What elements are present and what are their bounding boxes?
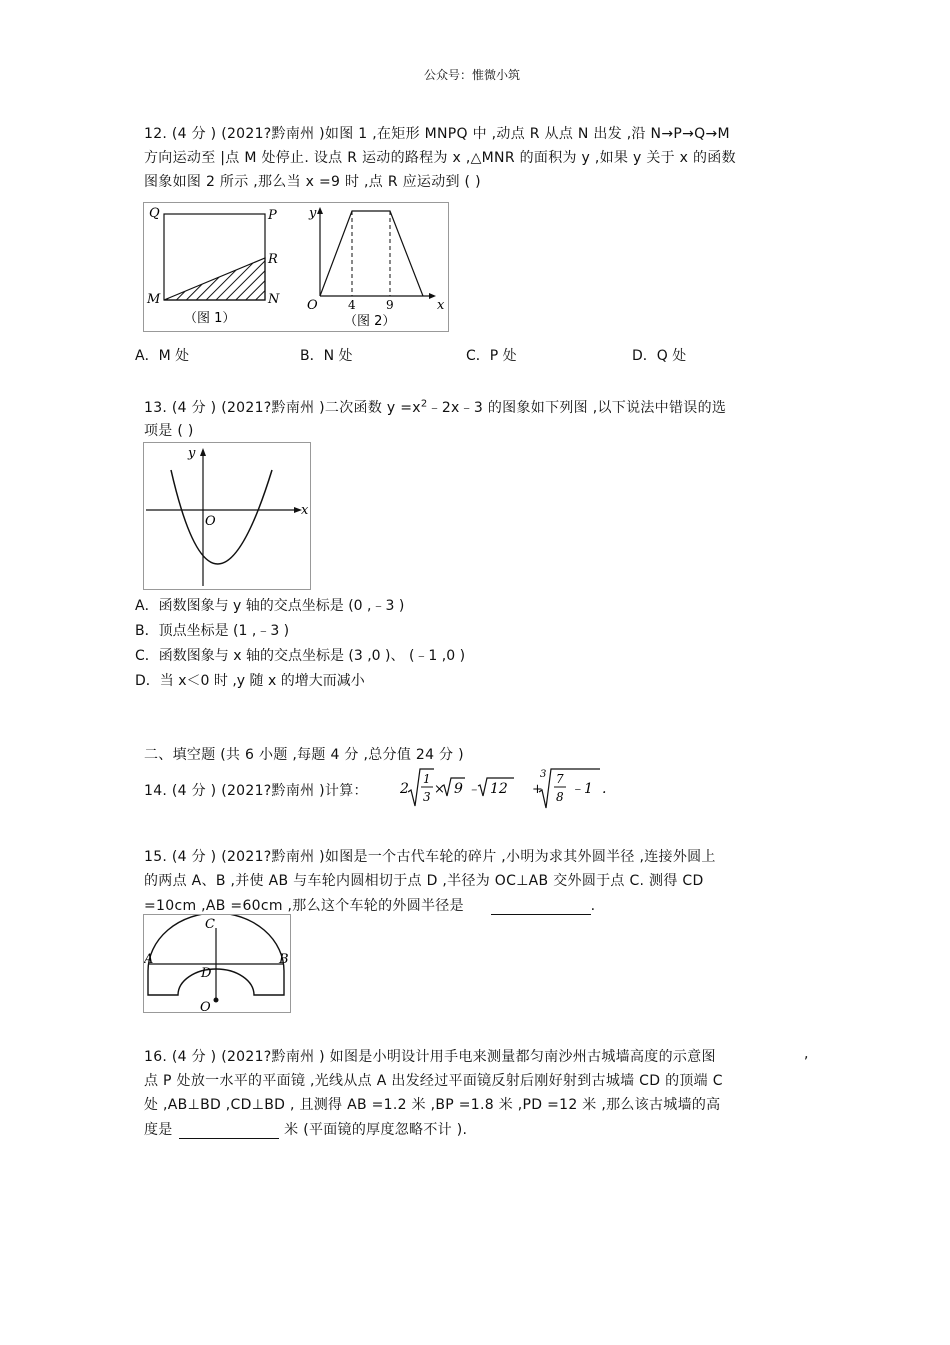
q16-line1: 16. (4 分 ) (2021?黔南州 ) 如图是小明设计用手电来测量都匀南沙州古城墙高度的示意图 (144, 1049, 716, 1065)
q14-rad2: 9 (454, 781, 463, 797)
q14-plus: + (532, 782, 543, 797)
q15-line3 (144, 895, 595, 915)
graph-line (320, 211, 423, 296)
q15-answer-blank[interactable] (491, 900, 591, 915)
q13-figure-svg (144, 443, 310, 589)
label-c: C (205, 917, 215, 932)
q16-answer-blank[interactable] (179, 1124, 279, 1139)
y-axis-arrow (200, 448, 206, 456)
q14-prefix: 14. (4 分 ) (2021?黔南州 )计算： (144, 783, 368, 799)
label-r: R (268, 252, 278, 267)
q12-option-c: C．P 处 (466, 348, 517, 364)
q13-option-c: C．函数图象与 x 轴的交点坐标是 (3 ,0 )、 (﹣1 ,0 ) (135, 648, 466, 664)
q13-option-b: B．顶点坐标是 (1 ,﹣3 ) (135, 623, 290, 639)
q14-cube-index: 3 (540, 769, 547, 780)
q14-times: × (434, 782, 445, 797)
q13-option-a: A．函数图象与 y 轴的交点坐标是 (0 ,﹣3 ) (135, 598, 405, 614)
q12-figure-svg (144, 203, 448, 331)
q12-option-d: D．Q 处 (632, 348, 687, 364)
q15-line2: 的两点 A、B ,并使 AB 与车轮内圆相切于点 D ,半径为 OC⊥AB 交外圆于点 C. 测得 CD (144, 873, 704, 889)
q16-comma: , (804, 1046, 809, 1062)
q12-line3: 图象如图 2 所示 ,那么当 x =9 时 ,点 R 应运动到 ( ) (144, 174, 481, 190)
label-y: y (309, 206, 317, 221)
parabola (171, 470, 272, 564)
q14-rad3: 12 (490, 781, 508, 797)
label-o: O (307, 298, 318, 313)
label-q: Q (149, 206, 160, 221)
label-p: P (268, 208, 277, 223)
label-o: O (205, 514, 216, 529)
label-b: B (279, 952, 289, 967)
triangle-mnr (164, 258, 265, 300)
q13-figure (143, 442, 311, 590)
fig2-caption: （图 2） (344, 314, 396, 329)
page-header: 公众号：惟微小筑 (424, 68, 521, 82)
tick-9: 9 (386, 298, 394, 312)
label-y: y (188, 446, 196, 461)
x-axis-arrow (429, 293, 436, 299)
q12-line1: 12. (4 分 ) (2021?黔南州 )如图 1 ,在矩形 MNPQ 中 ,动点 R 从点 N 出发 ,沿 N→P→Q→M (144, 126, 730, 142)
q12-line2: 方向运动至 |点 M 处停止. 设点 R 运动的路程为 x ,△MNR 的面积为 y ,如果 y 关于 x 的函数 (144, 150, 736, 166)
q14-frac1-den: 3 (423, 790, 431, 804)
q15-line1: 15. (4 分 ) (2021?黔南州 )如图是一个古代车轮的碎片 ,小明为求其外圆半径 ,连接外圆上 (144, 849, 716, 865)
q15-figure-svg (144, 915, 290, 1012)
label-x: x (437, 298, 445, 313)
label-m: M (147, 292, 161, 307)
q14-coef: 2 (400, 781, 409, 797)
y-axis-arrow (317, 207, 323, 214)
q13-line2: 项是 ( ) (144, 423, 194, 439)
label-a: A (144, 952, 154, 967)
q13-line1-a: 13. (4 分 ) (2021?黔南州 )二次函数 y =x (144, 400, 421, 416)
q12-figure (143, 202, 449, 332)
center-o (214, 998, 219, 1003)
q13-line1-b: ﹣2x﹣3 的图象如下列图 ,以下说法中错误的选 (427, 400, 727, 416)
tick-4: 4 (348, 298, 356, 312)
q13-line1 (144, 397, 726, 417)
q13-option-d: D．当 x＜0 时 ,y 随 x 的增大而减小 (135, 673, 365, 689)
q14-expression (398, 766, 610, 812)
q14-minus: ﹣ (467, 782, 481, 797)
q16-line3: 处 ,AB⊥BD ,CD⊥BD , 且测得 AB =1.2 米 ,BP =1.8 米 ,PD =12 米 ,那么该古城墙的高 (144, 1097, 721, 1113)
q14-frac4-den: 8 (556, 790, 564, 804)
q15-line3-b: . (590, 898, 596, 914)
q15-line3-a: =10cm ,AB =60cm ,那么这个车轮的外圆半径是 (144, 898, 464, 914)
q14-end: . (602, 781, 607, 797)
fig1-caption: （图 1） (184, 311, 236, 326)
q14-frac4-num: 7 (556, 772, 564, 786)
label-o: O (200, 1000, 211, 1012)
section-2-title: 二、填空题 (共 6 小题 ,每题 4 分 ,总分值 24 分 ) (144, 747, 464, 763)
q16-line4-b: 米 (平面镜的厚度忽略不计 ). (284, 1122, 468, 1138)
label-d: D (201, 966, 212, 981)
q15-figure (143, 914, 291, 1013)
q16-line2: 点 P 处放一水平的平面镜 ,光线从点 A 出发经过平面镜反射后刚好射到古城墙 CD 的顶端 C (144, 1073, 723, 1089)
q14-minus1: ﹣1 (570, 781, 593, 797)
q14-frac1-num: 1 (423, 772, 431, 786)
q12-option-b: B．N 处 (300, 348, 353, 364)
q12-option-a: A．M 处 (135, 348, 190, 364)
q13-exponent: 2 (420, 398, 428, 410)
label-n: N (268, 292, 280, 307)
label-x: x (301, 503, 309, 518)
q16-line4 (144, 1119, 467, 1139)
q16-line4-a: 度是 (144, 1122, 173, 1138)
